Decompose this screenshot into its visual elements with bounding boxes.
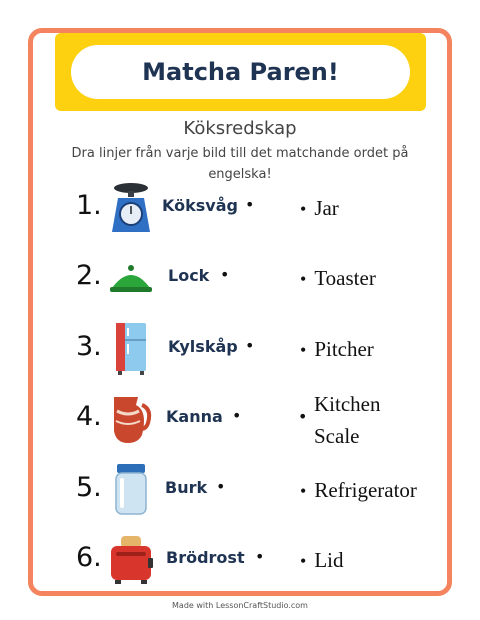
swedish-word: Lock [168,266,210,285]
item-number: 5. [76,472,102,503]
match-row-5 [0,462,480,522]
english-word[interactable] [300,548,343,573]
match-row-1 [0,180,480,240]
left-dot[interactable]: • [255,547,265,566]
item-number: 4. [76,401,102,432]
refrigerator-icon [108,321,154,377]
english-word-label: Refrigerator [314,478,417,502]
match-row-6 [0,532,480,592]
left-dot[interactable]: • [216,477,226,496]
english-word-label: Jar [314,196,339,220]
right-dot: • [300,269,307,289]
item-number: 1. [76,190,102,221]
right-dot: • [300,551,307,571]
match-row-2 [0,250,480,310]
right-dot: • [300,340,307,360]
match-row-4 [0,391,480,451]
right-dot[interactable]: • [298,407,308,426]
english-word[interactable] [300,337,374,362]
worksheet-subtitle: Köksredskap [183,118,297,139]
right-dot: • [300,199,307,219]
instructions: Dra linjer från varje bild till det matchande ordet på engelska! [71,146,409,182]
left-dot[interactable]: • [245,195,255,214]
jar-icon [108,462,154,518]
footer-credit: Made with LessonCraftStudio.com [172,601,308,610]
item-number: 6. [76,542,102,573]
english-word-label: Lid [314,548,344,572]
left-dot[interactable]: • [245,336,255,355]
english-word-label: Pitcher [314,337,374,361]
english-word[interactable] [300,266,376,291]
match-row-3 [0,321,480,381]
english-word-line-1: Kitchen [314,392,381,416]
english-word[interactable] [314,388,424,452]
english-word-label: Toaster [314,266,376,290]
swedish-word: Burk [165,478,208,497]
title-pill [71,45,410,99]
toaster-icon [106,532,156,588]
english-word[interactable] [300,478,417,503]
page-title: Matcha Paren! [142,58,339,86]
left-dot[interactable]: • [232,406,242,425]
kitchen-scale-icon [108,180,154,236]
right-dot: • [300,481,307,501]
swedish-word: Kanna [166,407,223,426]
lid-icon [108,258,154,314]
swedish-word: Brödrost [166,548,245,567]
english-word-line-2: Scale [314,424,360,448]
english-word[interactable] [300,196,339,221]
item-number: 3. [76,331,102,362]
left-dot[interactable]: • [220,265,230,284]
swedish-word: Kylskåp [168,337,238,356]
swedish-word: Köksvåg [162,196,238,215]
pitcher-icon [108,391,154,447]
item-number: 2. [76,260,102,291]
